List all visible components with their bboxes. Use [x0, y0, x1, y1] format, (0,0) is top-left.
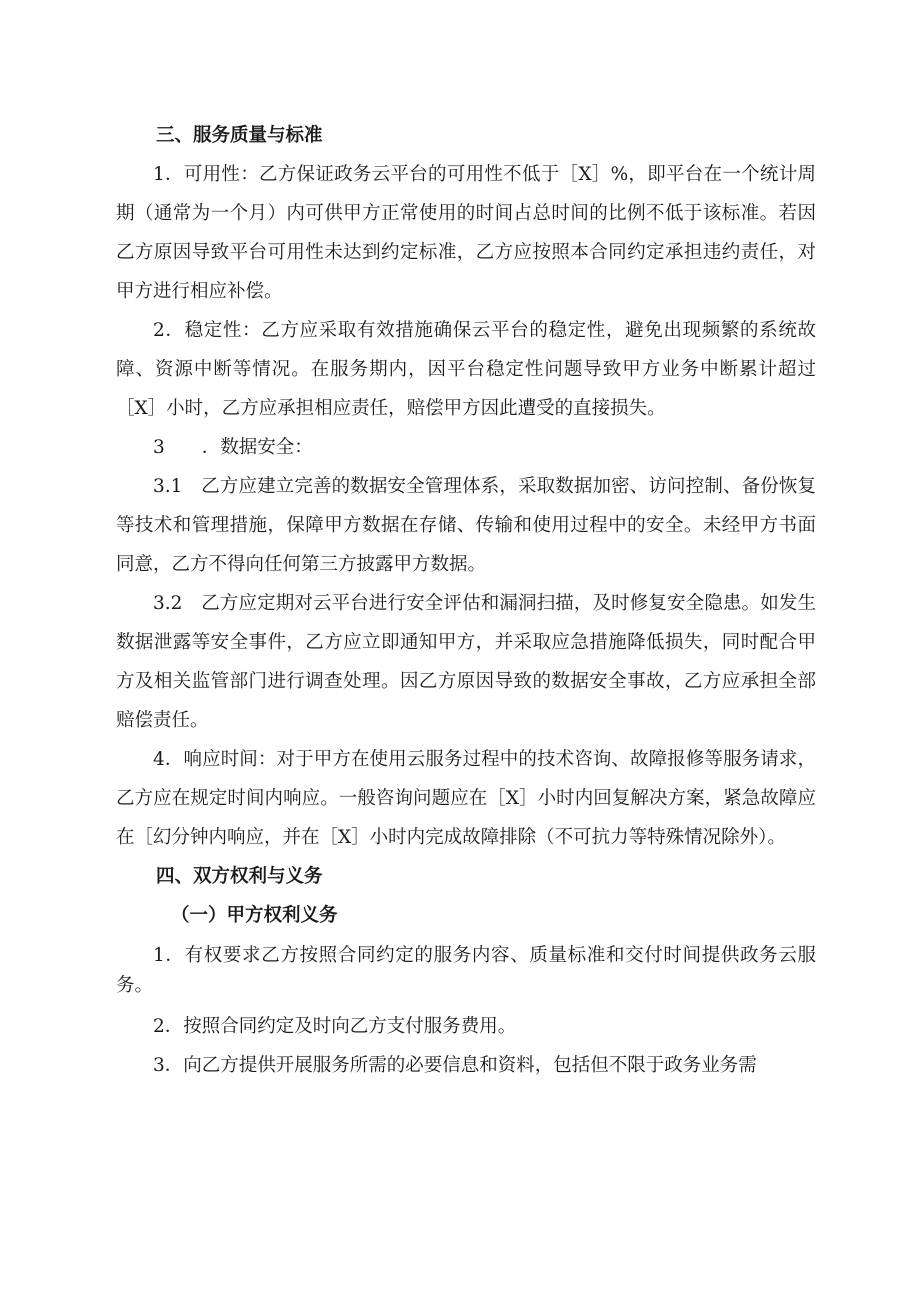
- section-heading-4: 四、双方权利与义务: [156, 866, 323, 887]
- section-heading-3: 三、服务质量与标准: [156, 125, 323, 146]
- document-body: [116, 116, 816, 1085]
- paragraph-party-a-duty-2: 2．按照合同约定及时向乙方支付服务费用。: [153, 1016, 517, 1037]
- paragraph-stability: 2．稳定性：乙方应采取有效措施确保云平台的稳定性，避免出现频繁的系统故障、资源中断等情况。在服务期内，因平台稳定性问题导致甲方业务中断累计超过［X］小时，乙方应承担相应责任，赔偿甲方因此遭受的直接损失。: [116, 320, 816, 419]
- paragraph-party-a-duty-3: 3．向乙方提供开展服务所需的必要信息和资料，包括但不限于政务业务需: [153, 1055, 757, 1076]
- paragraph-party-a-right-1: 1．有权要求乙方按照合同约定的服务内容、质量标准和交付时间提供政务云服务。: [116, 945, 816, 996]
- subsection-heading-party-a: （一）甲方权利义务: [171, 905, 338, 926]
- paragraph-data-security: 3 ．数据安全：: [153, 437, 313, 458]
- paragraph-data-security-3-1: 3.1 乙方应建立完善的数据安全管理体系，采取数据加密、访问控制、备份恢复等技术和管理措施，保障甲方数据在存储、传输和使用过程中的安全。未经甲方书面同意，乙方不得向任何第三方披露甲方数据。: [116, 476, 816, 575]
- paragraph-availability: 1．可用性：乙方保证政务云平台的可用性不低于［X］%，即平台在一个统计周期（通常为一个月）内可供甲方正常使用的时间占总时间的比例不低于该标准。若因乙方原因导致平台可用性未达到约定标准，乙方应按照本合同约定承担违约责任，对甲方进行相应补偿。: [116, 164, 816, 302]
- paragraph-data-security-3-2: 3.2 乙方应定期对云平台进行安全评估和漏洞扫描，及时修复安全隐患。如发生数据泄露等安全事件，乙方应立即通知甲方，并采取应急措施降低损失，同时配合甲方及相关监管部门进行调查处理。因乙方原因导致的数据安全事故，乙方应承担全部赔偿责任。: [116, 593, 816, 731]
- paragraph-response-time: 4．响应时间：对于甲方在使用云服务过程中的技术咨询、故障报修等服务请求，乙方应在规定时间内响应。一般咨询问题应在［X］小时内回复解决方案，紧急故障应在［幻分钟内响应，并在［X］小时内完成故障排除（不可抗力等特殊情况除外）。: [116, 749, 816, 848]
